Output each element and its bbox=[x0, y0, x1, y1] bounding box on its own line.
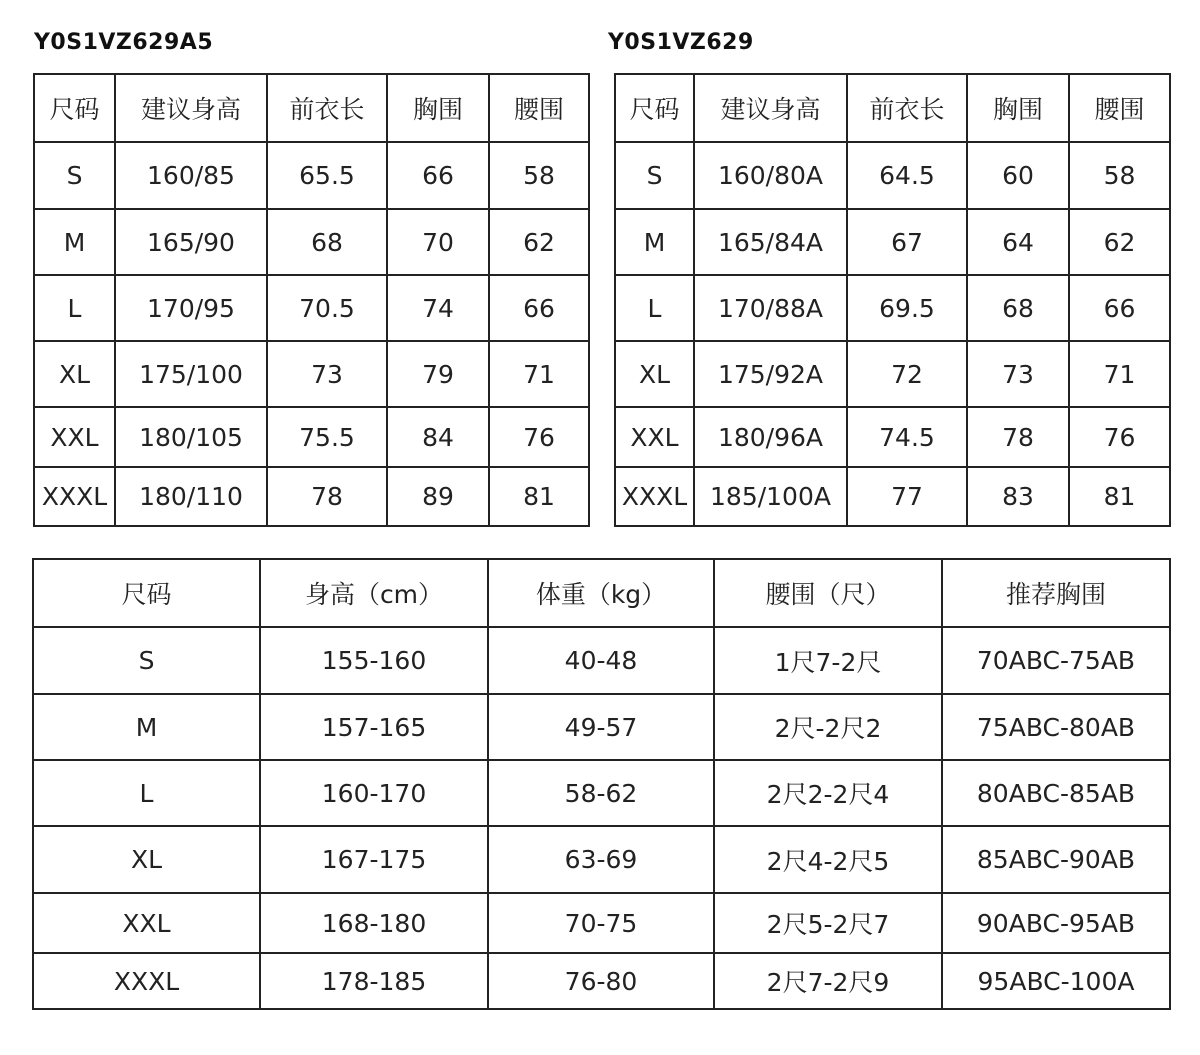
table-cell: 78 bbox=[267, 467, 387, 526]
table-cell: XL bbox=[615, 341, 694, 407]
table-cell: 180/110 bbox=[115, 467, 267, 526]
table-row bbox=[33, 953, 1170, 1009]
table-cell: 160/85 bbox=[115, 142, 267, 209]
table-row bbox=[615, 341, 1170, 407]
table-cell: XL bbox=[33, 826, 260, 893]
table-cell: 60 bbox=[967, 142, 1069, 209]
table-cell: 73 bbox=[967, 341, 1069, 407]
table-cell: 180/105 bbox=[115, 407, 267, 467]
right-table-title: Y0S1VZ629 bbox=[608, 30, 754, 55]
table-cell: 165/90 bbox=[115, 209, 267, 275]
table-cell: M bbox=[34, 209, 115, 275]
table-cell: 77 bbox=[847, 467, 967, 526]
header-cell: 胸围 bbox=[967, 74, 1069, 142]
table-cell: 85ABC-90AB bbox=[942, 826, 1170, 893]
header-cell: 尺码 bbox=[33, 559, 260, 627]
table-cell: 66 bbox=[387, 142, 489, 209]
header-row bbox=[33, 559, 1170, 627]
table-cell: L bbox=[615, 275, 694, 341]
table-cell: 84 bbox=[387, 407, 489, 467]
table-row bbox=[34, 341, 589, 407]
table-cell: 175/92A bbox=[694, 341, 847, 407]
table-cell: 58-62 bbox=[488, 760, 714, 826]
table-cell: 62 bbox=[1069, 209, 1170, 275]
header-cell: 身高（cm） bbox=[260, 559, 488, 627]
table-row bbox=[33, 826, 1170, 893]
right-size-table bbox=[614, 73, 1171, 527]
table-row bbox=[34, 407, 589, 467]
table-row bbox=[615, 407, 1170, 467]
table-cell: 167-175 bbox=[260, 826, 488, 893]
table-cell: 65.5 bbox=[267, 142, 387, 209]
table-cell: M bbox=[33, 694, 260, 760]
table-row bbox=[33, 694, 1170, 760]
table-cell: 70-75 bbox=[488, 893, 714, 953]
table-cell: L bbox=[34, 275, 115, 341]
table-cell: S bbox=[615, 142, 694, 209]
header-cell: 前衣长 bbox=[847, 74, 967, 142]
table-cell: 63-69 bbox=[488, 826, 714, 893]
table-cell: 1尺7-2尺 bbox=[714, 627, 942, 694]
table-cell: 95ABC-100A bbox=[942, 953, 1170, 1009]
table-cell: 180/96A bbox=[694, 407, 847, 467]
table-cell: 175/100 bbox=[115, 341, 267, 407]
table-cell: S bbox=[34, 142, 115, 209]
table-cell: 70.5 bbox=[267, 275, 387, 341]
table-cell: 160-170 bbox=[260, 760, 488, 826]
table-row bbox=[34, 209, 589, 275]
table-row bbox=[615, 142, 1170, 209]
header-row bbox=[34, 74, 589, 142]
header-cell: 推荐胸围 bbox=[942, 559, 1170, 627]
table-cell: 2尺-2尺2 bbox=[714, 694, 942, 760]
table-cell: 83 bbox=[967, 467, 1069, 526]
header-cell: 腰围（尺） bbox=[714, 559, 942, 627]
table-cell: 40-48 bbox=[488, 627, 714, 694]
table-row bbox=[615, 467, 1170, 526]
table-cell: 66 bbox=[489, 275, 589, 341]
table-cell: 160/80A bbox=[694, 142, 847, 209]
table-cell: 2尺4-2尺5 bbox=[714, 826, 942, 893]
header-cell: 尺码 bbox=[615, 74, 694, 142]
left-size-table bbox=[33, 73, 590, 527]
table-cell: XXL bbox=[34, 407, 115, 467]
header-cell: 尺码 bbox=[34, 74, 115, 142]
table-cell: 58 bbox=[489, 142, 589, 209]
table-cell: 76 bbox=[1069, 407, 1170, 467]
header-row bbox=[615, 74, 1170, 142]
table-cell: 78 bbox=[967, 407, 1069, 467]
table-cell: 89 bbox=[387, 467, 489, 526]
table-cell: 49-57 bbox=[488, 694, 714, 760]
left-table-title: Y0S1VZ629A5 bbox=[34, 30, 214, 55]
table-cell: 72 bbox=[847, 341, 967, 407]
table-cell: 168-180 bbox=[260, 893, 488, 953]
table-cell: XXL bbox=[33, 893, 260, 953]
table-cell: 2尺2-2尺4 bbox=[714, 760, 942, 826]
table-cell: 62 bbox=[489, 209, 589, 275]
table-cell: 67 bbox=[847, 209, 967, 275]
table-cell: 68 bbox=[267, 209, 387, 275]
table-row bbox=[615, 209, 1170, 275]
table-cell: 79 bbox=[387, 341, 489, 407]
table-cell: 90ABC-95AB bbox=[942, 893, 1170, 953]
table-cell: XXXL bbox=[34, 467, 115, 526]
header-cell: 体重（kg） bbox=[488, 559, 714, 627]
table-cell: 70 bbox=[387, 209, 489, 275]
table-row bbox=[615, 275, 1170, 341]
table-cell: 81 bbox=[1069, 467, 1170, 526]
table-cell: XL bbox=[34, 341, 115, 407]
table-cell: 170/88A bbox=[694, 275, 847, 341]
table-cell: XXXL bbox=[615, 467, 694, 526]
table-cell: S bbox=[33, 627, 260, 694]
table-row bbox=[33, 760, 1170, 826]
table-cell: 81 bbox=[489, 467, 589, 526]
table-cell: 73 bbox=[267, 341, 387, 407]
table-cell: 74 bbox=[387, 275, 489, 341]
table-cell: 71 bbox=[1069, 341, 1170, 407]
table-cell: 70ABC-75AB bbox=[942, 627, 1170, 694]
table-cell: L bbox=[33, 760, 260, 826]
table-row bbox=[33, 893, 1170, 953]
size-recommendation-table bbox=[32, 558, 1171, 1010]
table-cell: M bbox=[615, 209, 694, 275]
table-cell: 157-165 bbox=[260, 694, 488, 760]
table-cell: 165/84A bbox=[694, 209, 847, 275]
header-cell: 建议身高 bbox=[694, 74, 847, 142]
table-cell: 68 bbox=[967, 275, 1069, 341]
table-cell: 71 bbox=[489, 341, 589, 407]
header-cell: 前衣长 bbox=[267, 74, 387, 142]
table-cell: 185/100A bbox=[694, 467, 847, 526]
table-cell: 80ABC-85AB bbox=[942, 760, 1170, 826]
table-cell: 76-80 bbox=[488, 953, 714, 1009]
table-row bbox=[34, 467, 589, 526]
table-cell: 66 bbox=[1069, 275, 1170, 341]
table-cell: 64 bbox=[967, 209, 1069, 275]
table-cell: 155-160 bbox=[260, 627, 488, 694]
table-cell: 69.5 bbox=[847, 275, 967, 341]
table-cell: 75.5 bbox=[267, 407, 387, 467]
header-cell: 腰围 bbox=[1069, 74, 1170, 142]
table-cell: 64.5 bbox=[847, 142, 967, 209]
table-cell: 74.5 bbox=[847, 407, 967, 467]
table-row bbox=[33, 627, 1170, 694]
header-cell: 腰围 bbox=[489, 74, 589, 142]
table-cell: 58 bbox=[1069, 142, 1170, 209]
table-cell: 75ABC-80AB bbox=[942, 694, 1170, 760]
table-cell: 76 bbox=[489, 407, 589, 467]
header-cell: 建议身高 bbox=[115, 74, 267, 142]
table-cell: XXXL bbox=[33, 953, 260, 1009]
header-cell: 胸围 bbox=[387, 74, 489, 142]
table-cell: XXL bbox=[615, 407, 694, 467]
table-cell: 2尺7-2尺9 bbox=[714, 953, 942, 1009]
table-cell: 178-185 bbox=[260, 953, 488, 1009]
table-row bbox=[34, 142, 589, 209]
table-cell: 170/95 bbox=[115, 275, 267, 341]
table-cell: 2尺5-2尺7 bbox=[714, 893, 942, 953]
table-row bbox=[34, 275, 589, 341]
